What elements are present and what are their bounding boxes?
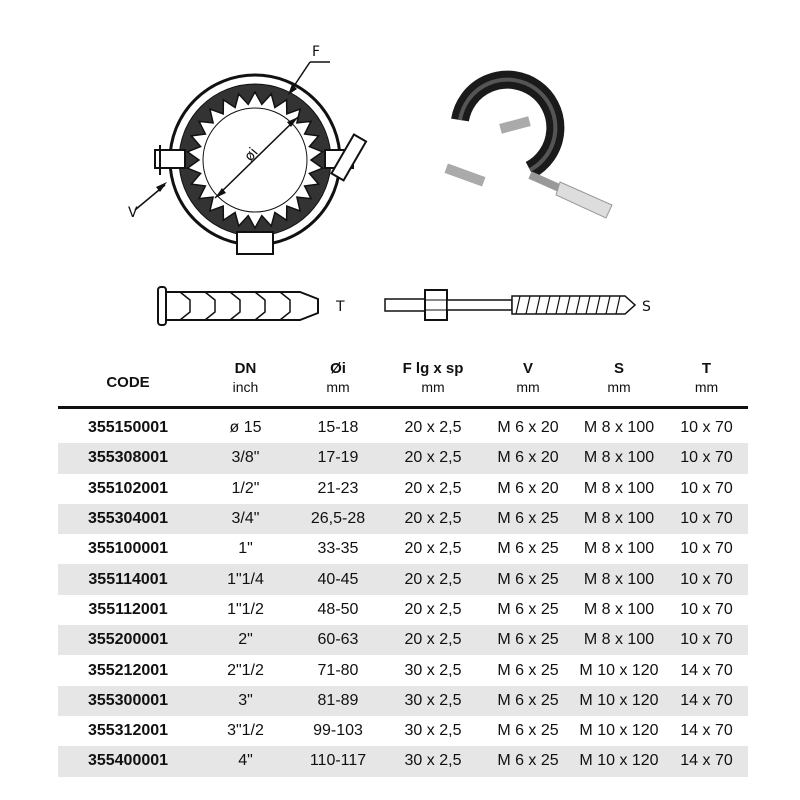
table-cell: M 6 x 25 [497, 722, 559, 740]
table-cell: 30 x 2,5 [404, 722, 462, 740]
table-cell: 10 x 70 [680, 510, 733, 528]
table-cell: M 10 x 120 [579, 691, 659, 709]
table-cell: 20 x 2,5 [404, 570, 462, 588]
table-cell: 355150001 [87, 419, 169, 437]
table-row [58, 746, 748, 776]
table-row [58, 534, 748, 564]
table-cell: M 6 x 20 [497, 449, 559, 467]
table-cell: 33-35 [317, 540, 359, 558]
label-t: T [336, 299, 345, 315]
table-cell: 10 x 70 [680, 540, 733, 558]
table-row [58, 474, 748, 504]
product-figure [0, 0, 800, 340]
table-cell: M 10 x 120 [579, 661, 659, 679]
label-s: S [642, 299, 651, 315]
table-cell: ø 15 [229, 419, 262, 437]
table-cell: 355400001 [87, 752, 169, 770]
table-cell: 1"1/2 [227, 600, 264, 618]
table-cell: M 8 x 100 [583, 540, 655, 558]
header-code: CODE [106, 374, 150, 391]
table-cell: 99-103 [313, 722, 363, 740]
table-cell: M 6 x 20 [497, 419, 559, 437]
table-body [58, 413, 748, 777]
table-cell: M 8 x 100 [583, 570, 655, 588]
table-cell: 20 x 2,5 [404, 479, 462, 497]
table-cell: M 8 x 100 [583, 449, 655, 467]
table-header [58, 360, 748, 409]
table-cell: 14 x 70 [680, 661, 733, 679]
table-cell: M 6 x 25 [497, 600, 559, 618]
table-cell: 110-117 [309, 752, 367, 770]
header-v: V mm [516, 360, 540, 395]
table-cell: 3"1/2 [227, 722, 264, 740]
table-cell: 40-45 [317, 570, 359, 588]
table-cell: 355312001 [87, 722, 169, 740]
header-inner-diameter: Øi mm [326, 360, 350, 395]
header-s: S mm [607, 360, 631, 395]
table-cell: 60-63 [317, 631, 359, 649]
table-row [58, 655, 748, 685]
table-cell: 355308001 [87, 449, 169, 467]
table-cell: 355200001 [87, 631, 169, 649]
label-f: F [312, 44, 321, 60]
table-cell: 355114001 [88, 570, 168, 588]
table-cell: 1" [238, 540, 253, 558]
table-cell: 26,5-28 [310, 510, 366, 528]
table-cell: 20 x 2,5 [404, 449, 462, 467]
table-cell: 21-23 [317, 479, 359, 497]
table-cell: 10 x 70 [680, 479, 733, 497]
table-cell: 3/8" [231, 449, 260, 467]
screw-drawing [385, 290, 635, 320]
table-cell: 1/2" [231, 479, 260, 497]
table-cell: 2" [238, 631, 253, 649]
table-cell: 355100001 [87, 540, 169, 558]
table-cell: 20 x 2,5 [404, 540, 462, 558]
table-cell: 20 x 2,5 [404, 510, 462, 528]
table-cell: 355300001 [87, 691, 169, 709]
table-cell: M 6 x 20 [497, 479, 559, 497]
table-cell: M 8 x 100 [583, 631, 655, 649]
table-cell: 15-18 [317, 419, 359, 437]
table-row [58, 686, 748, 716]
table-cell: M 8 x 100 [583, 510, 655, 528]
table-cell: 30 x 2,5 [404, 752, 462, 770]
label-di: øi [241, 144, 262, 165]
table-cell: 30 x 2,5 [404, 691, 462, 709]
table-cell: M 6 x 25 [497, 540, 559, 558]
table-cell: M 10 x 120 [579, 752, 659, 770]
label-v: V [128, 205, 138, 221]
table-cell: 30 x 2,5 [404, 661, 462, 679]
table-cell: 48-50 [317, 600, 359, 618]
table-cell: 3/4" [231, 510, 260, 528]
table-cell: M 6 x 25 [497, 661, 559, 679]
header-dn: DN inch [232, 360, 259, 395]
table-cell: 14 x 70 [680, 691, 733, 709]
table-cell: M 8 x 100 [583, 600, 655, 618]
table-cell: M 8 x 100 [583, 419, 655, 437]
table-cell: 20 x 2,5 [404, 600, 462, 618]
table-row [58, 413, 748, 443]
table-cell: 4" [238, 752, 253, 770]
table-cell: 2"1/2 [227, 661, 264, 679]
table-cell: 10 x 70 [680, 631, 733, 649]
table-row [58, 625, 748, 655]
table-cell: M 8 x 100 [583, 479, 655, 497]
header-band: F lg x sp mm [402, 360, 464, 395]
table-cell: 10 x 70 [680, 570, 733, 588]
table-cell: 81-89 [317, 691, 359, 709]
table-cell: 71-80 [317, 661, 359, 679]
technical-drawing [0, 0, 800, 340]
table-cell: M 6 x 25 [497, 631, 559, 649]
table-cell: 355112001 [88, 600, 168, 618]
table-row [58, 564, 748, 594]
table-cell: 1"1/4 [227, 570, 264, 588]
table-row [58, 716, 748, 746]
table-cell: M 10 x 120 [579, 722, 659, 740]
table-cell: 17-19 [317, 449, 359, 467]
table-cell: 10 x 70 [680, 449, 733, 467]
wall-plug-drawing [158, 287, 318, 325]
table-cell: 14 x 70 [680, 752, 733, 770]
table-cell: 355212001 [87, 661, 169, 679]
table-cell: 355102001 [87, 479, 169, 497]
header-t: T mm [694, 360, 719, 395]
table-row [58, 443, 748, 473]
table-cell: 3" [238, 691, 253, 709]
table-row [58, 595, 748, 625]
table-cell: M 6 x 25 [497, 691, 559, 709]
specifications-table [58, 360, 748, 777]
table-cell: M 6 x 25 [497, 570, 559, 588]
table-cell: 14 x 70 [680, 722, 733, 740]
table-cell: M 6 x 25 [497, 752, 559, 770]
clamp-photo [444, 80, 612, 218]
table-cell: 20 x 2,5 [404, 631, 462, 649]
table-cell: 10 x 70 [680, 600, 733, 618]
table-cell: M 6 x 25 [497, 510, 559, 528]
table-cell: 355304001 [87, 510, 169, 528]
table-row [58, 504, 748, 534]
table-cell: 20 x 2,5 [404, 419, 462, 437]
table-cell: 10 x 70 [680, 419, 733, 437]
